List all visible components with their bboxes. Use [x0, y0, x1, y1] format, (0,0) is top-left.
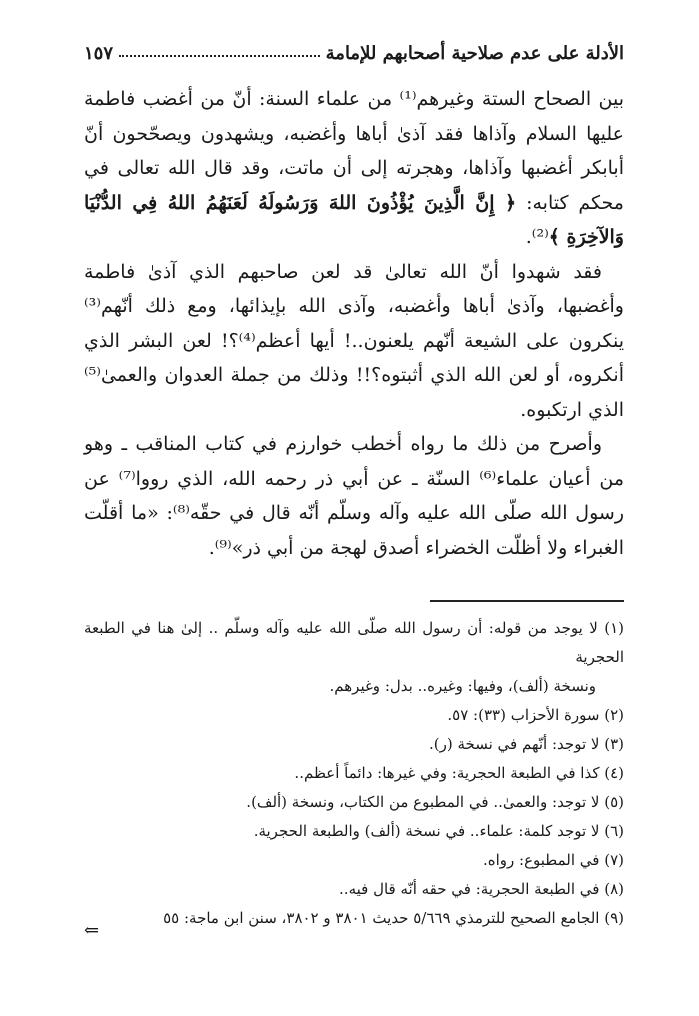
footnote-5: (٥) لا توجد: والعمىٰ.. في المطبوع من الكتاب، ونسخة (ألف).: [246, 793, 624, 811]
footnotes: [84, 614, 624, 941]
paragraph-3: وأصرح من ذلك ما رواه أخطب خوارزم في كتاب المناقب ـ وهو من أعيان علماء⁽⁶⁾ السنّة ـ عن أبي ذر رحمه الله، الذي رووا⁽⁷⁾ عن رسول الله صلّى الله عليه وآله وسلّم أنّه قال في حقّه⁽⁸⁾: «ما أقلّت الغبراء ولا أظلّت الخضراء أصدق لهجة من أبي ذر»⁽⁹⁾.: [84, 433, 625, 559]
footnote-6: (٦) لا توجد كلمة: علماء.. في نسخة (ألف) والطبعة الحجرية.: [253, 822, 624, 840]
paragraph-2: فقد شهدوا أنّ الله تعالىٰ قد لعن صاحبهم الذي آذىٰ فاطمة وأغضبها، وآذىٰ أباها وأغضبه، وآذى الله بإيذائها، ومع ذلك أنّهم⁽³⁾ ينكرون على الشيعة أنّهم يلعنون..! أيها أعظم⁽⁴⁾؟! لعن البشر الذي أنكروه، أو لعن الله الذي أثبتوه؟!! وذلك من جملة العدوان والعمىٰ⁽⁵⁾ الذي ارتكبوه.: [84, 260, 624, 421]
footnote-1: (١) لا يوجد من قوله: أن رسول الله صلّى الله عليه وآله وسلّم .. إلىٰ هنا في الطبعة الحجرية: [84, 619, 624, 666]
footnote-2: (٢) سورة الأحزاب (٣٣): ٥٧.: [447, 706, 624, 724]
footnote-4: (٤) كذا في الطبعة الحجرية: وفي غيرها: دائماً أعظم..: [294, 764, 624, 782]
footnote-9: (٩) الجامع الصحيح للترمذي ٥/٦٦٩ حديث ٣٨٠١ و ٣٨٠٢، سنن ابن ماجة: ٥٥: [163, 909, 624, 927]
footnote-7: (٧) في المطبوع: رواه.: [482, 851, 624, 869]
footnote-3: (٣) لا توجد: أنّهم في نسخة (ر).: [429, 735, 624, 753]
continue-arrow-icon: ⇐: [84, 920, 100, 941]
footnote-divider: [430, 600, 624, 602]
paragraph-1-text: بين الصحاح الستة وغيرهم⁽¹⁾ من علماء السنة: أنّ من أغضب فاطمة عليها السلام وآذاها فقد آذىٰ أباها وأغضبه، ويشهدون ويصحّحون أنّ أبابكر أغضبها وآذاها، وهجرته إلى أن ماتت، وقد قال الله تعالى في محكم كتابه:: [84, 88, 624, 214]
footnote-1-continued: ونسخة (ألف)، وفيها: وغيره.. بدل: وغيرهم.: [329, 677, 596, 695]
body-text: [84, 82, 624, 565]
footnote-8: (٨) في الطبعة الحجرية: في حقه أنّه قال فيه..: [339, 880, 624, 898]
paragraph-1: [84, 82, 624, 255]
chapter-title: الأدلة على عدم صلاحية أصحابهم للإمامة: [325, 43, 624, 64]
quran-verse: ﴿ إِنَّ الَّذِينَ يُؤْذُونَ اللهَ وَرَسُولَهُ لَعَنَهُمُ اللهُ فِي الدُّنْيَا وَالآخِرَةِ ﴾: [84, 191, 624, 248]
leader-dots: [119, 55, 320, 57]
running-header: [84, 30, 624, 64]
page-number: ١٥٧: [84, 43, 114, 64]
verse-footnote-ref: ⁽²⁾.: [525, 226, 549, 248]
